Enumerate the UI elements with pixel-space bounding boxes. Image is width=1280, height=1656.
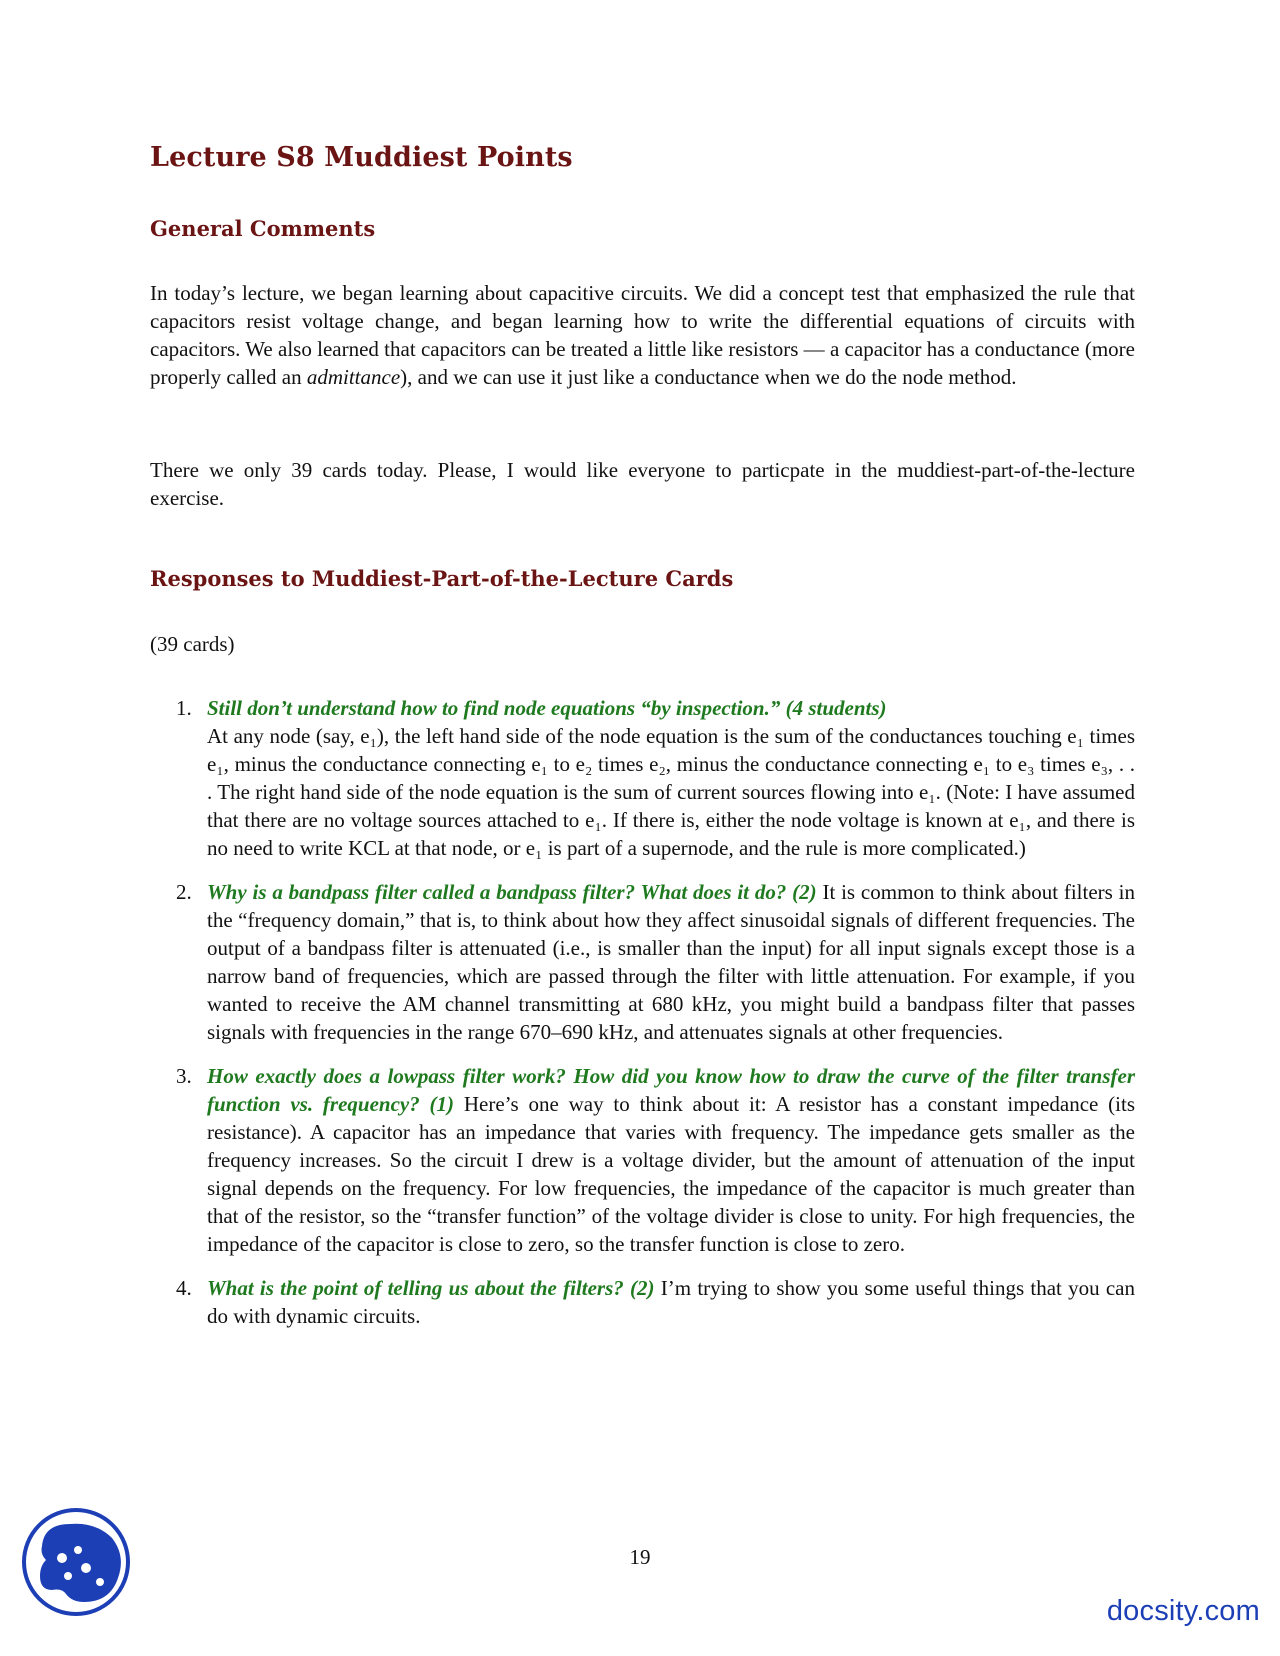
item-question: Why is a bandpass filter called a bandpass filter? What does it do? (2) xyxy=(207,880,817,904)
general-paragraph-1-text-end: ), and we can use it just like a conductance when we do the node method. xyxy=(400,365,1017,389)
item-answer: It is common to think about filters in the “frequency domain,” that is, to think about how they affect sinusoidal signals of different frequencies. The output of a bandpass filter is attenuated (i.e., is smaller than the input) for all input signals except those is a narrow band of frequencies, which are passed through the filter with little attenuation. For example, if you wanted to receive the AM channel transmitting at 680 kHz, you might build a bandpass filter that passes signals with frequencies in the range 670–690 kHz, and attenuates signals at other frequencies. xyxy=(207,880,1135,1044)
responses-list xyxy=(150,694,1135,1330)
list-item xyxy=(150,878,1135,1046)
docsity-logo-svg xyxy=(22,1508,130,1616)
item-question: What is the point of telling us about the filters? (2) xyxy=(207,1276,655,1300)
docsity-brand-link[interactable]: docsity.com xyxy=(1106,1595,1260,1627)
page-number: 19 xyxy=(629,1545,651,1569)
item-answer: I’m trying to show you some useful things that you can do with dynamic circuits. xyxy=(207,1276,1135,1328)
item-question: Still don’t understand how to find node equations “by inspection.” (4 students) xyxy=(207,696,887,720)
list-item xyxy=(150,694,1135,862)
list-item xyxy=(150,1274,1135,1330)
card-count: (39 cards) xyxy=(150,632,235,656)
general-paragraph-2: There we only 39 cards today. Please, I would like everyone to particpate in the muddiest-part-of-the-lecture exercise. xyxy=(150,458,1135,510)
item-answer: At any node (say, e₁), the left hand side of the node equation is the sum of the conductances touching e₁ times e₁, minus the conductance connecting e₁ to e₂ times e₂, minus the conductance connecting e₁ to e₃ times e₃, . . . The right hand side of the node equation is the sum of current sources flowing into e₁. (Note: I have assumed that there are no voltage sources attached to e₁. If there is, either the node voltage is known at e₁, and there is no need to write KCL at that node, or e₁ is part of a supernode, and the rule is more complicated.) xyxy=(207,724,1135,860)
item-number: 4. xyxy=(176,1276,192,1300)
section-heading-general: General Comments xyxy=(150,216,376,241)
list-item xyxy=(150,1062,1135,1258)
general-paragraph-1 xyxy=(150,279,1135,391)
item-answer: Here’s one way to think about it: A resistor has a constant impedance (its resistance). A capacitor has an impedance that varies with frequency. The impedance gets smaller as the frequency increases. So the circuit I drew is a voltage divider, but the amount of attenuation of the input signal depends on the frequency. For low frequencies, the impedance of the capacitor is much greater than that of the resistor, so the “transfer function” of the voltage divider is close to unity. For high frequencies, the impedance of the capacitor is close to zero, so the transfer function is close to zero. xyxy=(207,1092,1136,1256)
general-paragraph-1-text: In today’s lecture, we began learning about capacitive circuits. We did a concept test that emphasized the rule that capacitors resist voltage change, and began learning how to write the differential equations of circuits with capacitors. We also learned that capacitors can be treated a little like resistors — a capacitor has a conductance (more properly called an xyxy=(150,281,1135,389)
item-number: 2. xyxy=(176,880,192,904)
section-heading-responses: Responses to Muddiest-Part-of-the-Lecture Cards xyxy=(150,566,734,591)
item-number: 1. xyxy=(176,696,192,720)
item-question: How exactly does a lowpass filter work? How did you know how to draw the curve of the filter transfer function vs. frequency? (1) xyxy=(207,1064,1135,1116)
docsity-logo-icon[interactable] xyxy=(22,1508,130,1616)
item-number: 3. xyxy=(176,1064,192,1088)
document-title: Lecture S8 Muddiest Points xyxy=(150,142,573,173)
admittance-term: admittance xyxy=(306,365,401,389)
